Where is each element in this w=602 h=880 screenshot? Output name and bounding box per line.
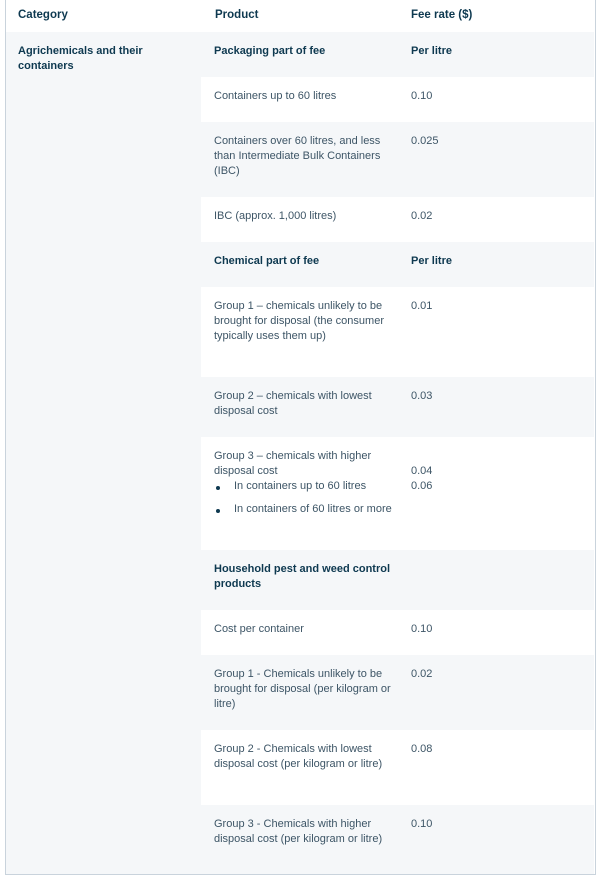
header-product: Product [215,9,259,21]
table-row [201,437,594,550]
product-cell: IBC (approx. 1,000 litres) [214,210,337,222]
fee-cell [411,464,531,494]
table-row [201,287,594,377]
table-row [201,550,594,610]
table-row [201,610,594,655]
table-row [201,377,594,437]
product-cell: Group 2 – chemicals with lowest disposal cost [214,390,372,417]
table-row [201,122,594,197]
table-row [201,655,594,730]
fee-cell: 0.025 [411,135,439,147]
fee-cell: Per litre [411,255,452,267]
fee-cell: 0.10 [411,623,433,635]
fee-cell: 0.08 [411,743,433,755]
product-cell: Group 1 – chemicals unlikely to be brought for disposal (the consumer typically uses them up) [214,300,384,342]
category-column [6,32,201,874]
product-group-label: Group 3 – chemicals with higher disposal cost [214,450,372,477]
product-cell: Containers over 60 litres, and less than Intermediate Bulk Containers (IBC) [214,135,381,177]
header-fee-rate: Fee rate ($) [411,9,473,21]
table-row [201,242,594,287]
fee-value: 0.06 [411,480,433,492]
product-cell: Group 3 - Chemicals with higher disposal cost (per kilogram or litre) [214,818,383,845]
fee-cell: 0.10 [411,818,433,830]
bullet-list [214,479,392,517]
fee-value: 0.04 [411,465,433,477]
bullet-item: In containers of 60 litres or more [214,502,392,517]
table-row [201,805,594,874]
fee-cell: Per litre [411,45,452,57]
fee-cell: 0.01 [411,300,433,312]
category-cell: Agrichemicals and their containers [18,45,143,72]
fee-cell: 0.10 [411,90,433,102]
product-cell: Group 2 - Chemicals with lowest disposal cost (per kilogram or litre) [214,743,383,770]
product-cell: Household pest and weed control products [214,563,391,590]
product-cell: Packaging part of fee [214,45,326,57]
product-cell: Cost per container [214,623,304,635]
product-cell: Containers up to 60 litres [214,90,337,102]
header-category: Category [18,9,68,21]
fee-cell: 0.02 [411,210,433,222]
product-cell: Chemical part of fee [214,255,320,267]
fee-cell: 0.03 [411,390,433,402]
table-row [201,197,594,242]
product-cell [214,449,392,517]
table-row [201,77,594,122]
table-row [201,32,594,77]
table-header [0,0,602,32]
table-row [201,730,594,805]
fee-cell: 0.02 [411,668,433,680]
bullet-item: In containers up to 60 litres [214,479,392,494]
product-cell: Group 1 - Chemicals unlikely to be brought for disposal (per kilogram or litre) [214,668,391,710]
